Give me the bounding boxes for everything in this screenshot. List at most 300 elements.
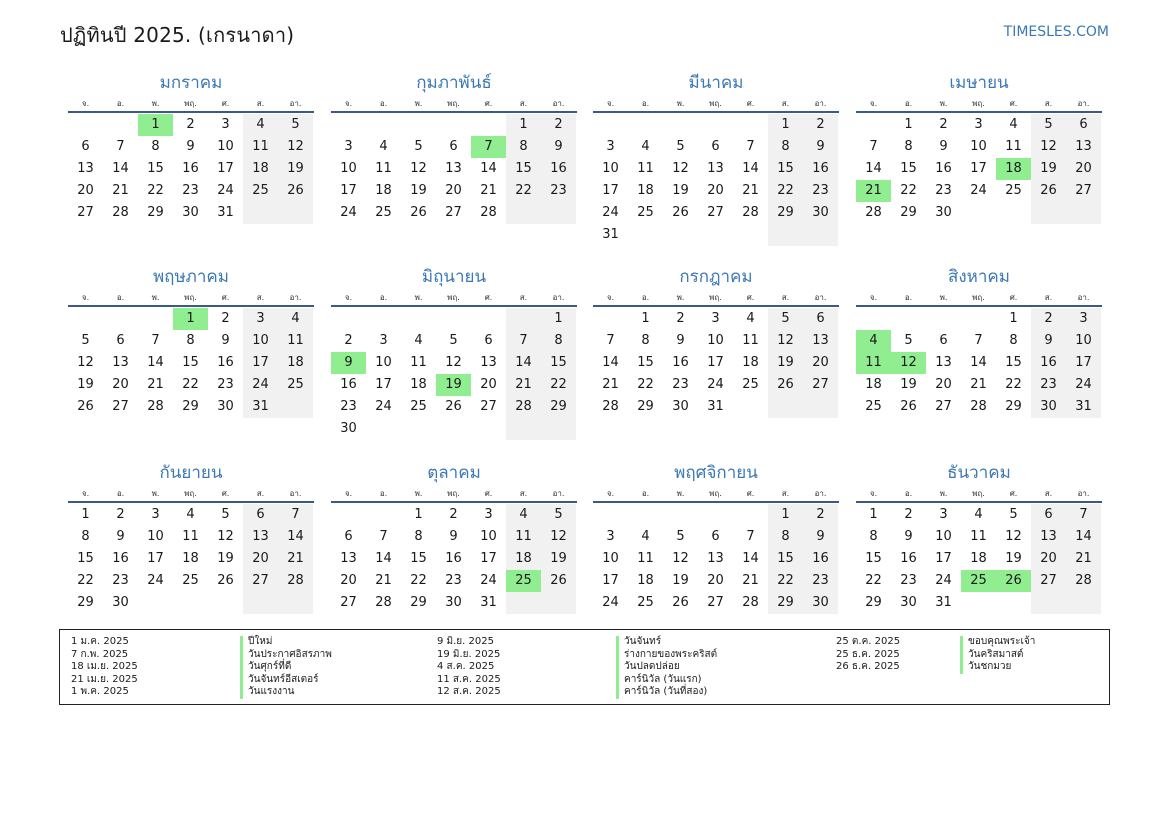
day-cell: 20 [243, 548, 278, 570]
day-cell: 12 [410, 161, 427, 176]
weekday-header [593, 97, 839, 111]
day-cell: 11 [742, 333, 759, 348]
day-cell: 19 [278, 158, 313, 180]
day-cell: 13 [1031, 526, 1066, 548]
day-cell: 17 [602, 573, 619, 588]
header-divider [68, 111, 314, 113]
weekday-label: อ. [379, 99, 388, 108]
month-name: กันยายน [159, 463, 223, 483]
day-cell: 29 [865, 595, 882, 610]
day-cell: 28 [742, 205, 759, 220]
day-cell: 1 [81, 507, 90, 522]
day-cell: 27 [1031, 570, 1066, 592]
weekday-label: จ. [81, 99, 90, 108]
header-divider [331, 501, 577, 503]
month-name: พฤศจิกายน [674, 463, 758, 483]
day-cell: 12 [445, 355, 462, 370]
day-cell: 23 [340, 399, 357, 414]
weekend-cell [541, 592, 576, 614]
weekday-label: ส. [256, 99, 265, 108]
day-cell: 1 [768, 114, 803, 136]
weekday-label: ส. [519, 293, 528, 302]
weekday-label: ศ. [221, 99, 230, 108]
day-cell: 20 [77, 183, 94, 198]
day-cell: 18 [410, 377, 427, 392]
weekend-cell [768, 396, 803, 418]
legend-holiday-name: วันศุกร์ที่ดี [240, 661, 332, 674]
weekday-label: ศ. [746, 489, 755, 498]
day-cell: 14 [506, 352, 541, 374]
day-cell: 5 [1031, 114, 1066, 136]
day-cell: 28 [278, 570, 313, 592]
weekday-label: ศ. [221, 489, 230, 498]
day-cell: 5 [221, 507, 230, 522]
day-cell: 21 [147, 377, 164, 392]
day-cell: 14 [1066, 526, 1101, 548]
legend-date: 11 ส.ค. 2025 [437, 673, 501, 685]
day-cell: 16 [803, 548, 838, 570]
weekday-label: อ. [116, 99, 125, 108]
day-cell: 24 [707, 377, 724, 392]
day-cell: 20 [707, 573, 724, 588]
day-cell: 1 [641, 311, 650, 326]
legend-date: 4 ส.ค. 2025 [437, 661, 495, 672]
day-cell: 2 [116, 507, 125, 522]
legend-holiday-name: คาร์นิวัล (วันแรก) [616, 674, 717, 687]
day-cell: 12 [278, 136, 313, 158]
day-cell: 26 [672, 595, 689, 610]
day-cell: 17 [243, 352, 278, 374]
day-cell: 2 [803, 114, 838, 136]
day-cell: 20 [1066, 158, 1101, 180]
day-cell: 8 [1009, 333, 1018, 348]
day-cell: 19 [900, 377, 917, 392]
day-cell: 1 [414, 507, 423, 522]
legend-name-column [240, 636, 332, 699]
day-cell: 25 [1005, 183, 1022, 198]
day-cell: 14 [742, 551, 759, 566]
holiday-day-cell: 25 [961, 570, 996, 592]
day-cell: 22 [768, 180, 803, 202]
day-cell: 23 [672, 377, 689, 392]
weekday-label: อา. [552, 489, 565, 498]
holiday-day-cell: 25 [506, 570, 541, 592]
day-cell: 22 [182, 377, 199, 392]
day-cell: 30 [803, 592, 838, 614]
day-cell: 27 [707, 205, 724, 220]
weekday-label: ส. [519, 99, 528, 108]
legend-date: 25 ต.ค. 2025 [836, 636, 901, 647]
day-cell: 9 [541, 136, 576, 158]
day-cell: 10 [707, 333, 724, 348]
day-cell: 3 [484, 507, 493, 522]
day-cell: 24 [935, 573, 952, 588]
day-cell: 2 [449, 507, 458, 522]
day-cell: 13 [935, 355, 952, 370]
weekday-label: ศ. [484, 489, 493, 498]
day-cell: 16 [672, 355, 689, 370]
weekend-cell [278, 592, 313, 614]
day-cell: 30 [900, 595, 917, 610]
day-cell: 19 [77, 377, 94, 392]
day-cell: 26 [672, 205, 689, 220]
day-cell: 21 [375, 573, 392, 588]
weekday-label: พ. [939, 99, 948, 108]
day-cell: 8 [81, 529, 90, 544]
day-cell: 13 [340, 551, 357, 566]
legend-holiday-name: วันปลดปล่อย [616, 661, 717, 674]
day-cell: 25 [243, 180, 278, 202]
day-cell: 13 [707, 161, 724, 176]
day-cell: 4 [1009, 117, 1018, 132]
day-cell: 10 [243, 330, 278, 352]
day-cell: 11 [637, 551, 654, 566]
day-cell: 6 [116, 333, 125, 348]
weekday-label: ส. [519, 489, 528, 498]
weekday-label: จ. [869, 99, 878, 108]
day-cell: 30 [182, 205, 199, 220]
header-divider [331, 305, 577, 307]
weekday-label: จ. [344, 489, 353, 498]
day-cell: 21 [1066, 548, 1101, 570]
legend-holiday-name: วันชกมวย [960, 661, 1035, 674]
day-cell: 10 [375, 355, 392, 370]
holiday-day-cell: 7 [471, 136, 506, 158]
legend-holiday-name: ปีใหม่ [240, 636, 332, 649]
day-cell: 26 [445, 399, 462, 414]
legend-name-column [960, 636, 1035, 674]
day-cell: 17 [602, 183, 619, 198]
holiday-day-cell: 18 [996, 158, 1031, 180]
day-cell: 4 [974, 507, 983, 522]
day-cell: 28 [506, 396, 541, 418]
day-cell: 27 [112, 399, 129, 414]
day-cell: 12 [768, 330, 803, 352]
day-cell: 26 [278, 180, 313, 202]
day-cell: 9 [449, 529, 458, 544]
day-cell: 7 [869, 139, 878, 154]
month-name: ตุลาคม [427, 463, 481, 483]
month-name: เมษายน [949, 73, 1009, 93]
day-cell: 15 [182, 355, 199, 370]
legend-holiday-name: วันจันทร์อีสเตอร์ [240, 674, 332, 687]
day-cell: 10 [147, 529, 164, 544]
weekday-label: อา. [814, 293, 827, 302]
day-cell: 27 [707, 595, 724, 610]
day-cell: 15 [147, 161, 164, 176]
day-cell: 16 [112, 551, 129, 566]
day-cell: 14 [278, 526, 313, 548]
day-cell: 7 [116, 139, 125, 154]
day-cell: 29 [900, 205, 917, 220]
day-cell: 29 [77, 595, 94, 610]
day-cell: 28 [742, 595, 759, 610]
day-cell: 11 [1005, 139, 1022, 154]
day-cell: 7 [506, 330, 541, 352]
day-cell: 18 [637, 573, 654, 588]
day-cell: 16 [217, 355, 234, 370]
day-cell: 12 [672, 161, 689, 176]
weekday-label: อ. [116, 293, 125, 302]
day-cell: 14 [602, 355, 619, 370]
day-cell: 21 [602, 377, 619, 392]
day-cell: 31 [707, 399, 724, 414]
header-divider [593, 111, 839, 113]
day-cell: 9 [803, 526, 838, 548]
day-cell: 27 [340, 595, 357, 610]
day-cell: 6 [1031, 504, 1066, 526]
day-cell: 2 [803, 504, 838, 526]
day-cell: 8 [541, 330, 576, 352]
weekday-label: อ. [904, 293, 913, 302]
day-cell: 18 [182, 551, 199, 566]
day-cell: 24 [340, 205, 357, 220]
weekend-cell [243, 592, 278, 614]
day-cell: 13 [445, 161, 462, 176]
day-cell: 30 [672, 399, 689, 414]
day-cell: 29 [768, 202, 803, 224]
day-cell: 28 [865, 205, 882, 220]
day-cell: 25 [637, 205, 654, 220]
day-cell: 22 [410, 573, 427, 588]
day-cell: 5 [414, 139, 423, 154]
weekday-label: ศ. [1009, 293, 1018, 302]
day-cell: 9 [904, 529, 913, 544]
day-cell: 30 [217, 399, 234, 414]
day-cell: 16 [1031, 352, 1066, 374]
day-cell: 10 [217, 139, 234, 154]
weekend-cell [278, 202, 313, 224]
weekday-label: พฤ. [972, 293, 985, 302]
weekday-label: จ. [344, 99, 353, 108]
day-cell: 16 [803, 158, 838, 180]
weekday-label: จ. [869, 293, 878, 302]
day-cell: 6 [711, 529, 720, 544]
day-cell: 5 [1009, 507, 1018, 522]
legend-name-column [616, 636, 717, 699]
day-cell: 8 [904, 139, 913, 154]
weekday-label: ส. [1044, 293, 1053, 302]
day-cell: 14 [742, 161, 759, 176]
day-cell: 27 [935, 399, 952, 414]
day-cell: 2 [221, 311, 230, 326]
day-cell: 21 [480, 183, 497, 198]
day-cell: 15 [410, 551, 427, 566]
day-cell: 9 [186, 139, 195, 154]
day-cell: 3 [1066, 308, 1101, 330]
day-cell: 10 [970, 139, 987, 154]
weekday-label: ส. [781, 489, 790, 498]
day-cell: 15 [637, 355, 654, 370]
weekday-header [331, 487, 577, 501]
day-cell: 6 [449, 139, 458, 154]
day-cell: 18 [506, 548, 541, 570]
holiday-legend [59, 629, 1110, 705]
day-cell: 3 [379, 333, 388, 348]
day-cell: 3 [221, 117, 230, 132]
day-cell: 7 [379, 529, 388, 544]
day-cell: 29 [410, 595, 427, 610]
day-cell: 25 [182, 573, 199, 588]
weekday-label: ส. [1044, 489, 1053, 498]
day-cell: 26 [900, 399, 917, 414]
day-cell: 5 [81, 333, 90, 348]
day-cell: 4 [506, 504, 541, 526]
day-cell: 17 [935, 551, 952, 566]
day-cell: 22 [1005, 377, 1022, 392]
weekday-label: ศ. [746, 293, 755, 302]
weekday-label: พฤ. [184, 293, 197, 302]
weekend-cell [541, 202, 576, 224]
day-cell: 30 [112, 595, 129, 610]
weekday-label: ส. [256, 489, 265, 498]
month-name: พฤษภาคม [152, 267, 230, 287]
day-cell: 24 [375, 399, 392, 414]
holiday-day-cell: 21 [856, 180, 891, 202]
holiday-day-cell: 4 [856, 330, 891, 352]
weekday-label: พ. [676, 489, 685, 498]
day-cell: 15 [1005, 355, 1022, 370]
day-cell: 4 [641, 139, 650, 154]
day-cell: 2 [344, 333, 353, 348]
day-cell: 17 [1066, 352, 1101, 374]
holiday-day-cell: 11 [856, 352, 891, 374]
day-cell: 24 [602, 205, 619, 220]
day-cell: 20 [112, 377, 129, 392]
day-cell: 24 [1066, 374, 1101, 396]
day-cell: 28 [112, 205, 129, 220]
day-cell: 20 [1031, 548, 1066, 570]
day-cell: 21 [112, 183, 129, 198]
weekday-label: พ. [676, 293, 685, 302]
weekday-label: จ. [344, 293, 353, 302]
day-cell: 27 [445, 205, 462, 220]
weekday-label: ศ. [221, 293, 230, 302]
day-cell: 12 [672, 551, 689, 566]
day-cell: 22 [77, 573, 94, 588]
day-cell: 24 [480, 573, 497, 588]
day-cell: 19 [1031, 158, 1066, 180]
day-cell: 18 [278, 352, 313, 374]
weekend-cell [1031, 202, 1066, 224]
day-cell: 17 [480, 551, 497, 566]
day-cell: 27 [77, 205, 94, 220]
day-cell: 11 [637, 161, 654, 176]
day-cell: 17 [375, 377, 392, 392]
weekday-header [331, 97, 577, 111]
day-cell: 12 [1031, 136, 1066, 158]
weekend-cell [1066, 592, 1101, 614]
weekday-header [856, 291, 1102, 305]
weekend-cell [278, 396, 313, 418]
day-cell: 23 [182, 183, 199, 198]
day-cell: 16 [900, 551, 917, 566]
brand-link[interactable]: TIMESLES.COM [1003, 24, 1109, 40]
day-cell: 8 [414, 529, 423, 544]
header-divider [593, 305, 839, 307]
day-cell: 1 [1009, 311, 1018, 326]
day-cell: 9 [939, 139, 948, 154]
day-cell: 30 [340, 421, 357, 436]
weekday-label: ศ. [1009, 489, 1018, 498]
legend-holiday-name: ร่างกายของพระคริสต์ [616, 649, 717, 662]
day-cell: 14 [147, 355, 164, 370]
weekend-cell [506, 308, 541, 330]
header-divider [68, 501, 314, 503]
legend-date: 9 มิ.ย. 2025 [437, 636, 494, 647]
day-cell: 20 [480, 377, 497, 392]
day-cell: 1 [506, 114, 541, 136]
day-cell: 23 [541, 180, 576, 202]
weekday-label: ศ. [746, 99, 755, 108]
day-cell: 20 [803, 352, 838, 374]
day-cell: 4 [278, 308, 313, 330]
day-cell: 28 [480, 205, 497, 220]
day-cell: 17 [147, 551, 164, 566]
weekday-label: พฤ. [972, 99, 985, 108]
day-cell: 14 [480, 161, 497, 176]
day-cell: 19 [217, 551, 234, 566]
legend-holiday-name: คาร์นิวัล (วันที่สอง) [616, 686, 717, 699]
weekday-label: อา. [1077, 489, 1090, 498]
day-cell: 3 [151, 507, 160, 522]
day-cell: 13 [112, 355, 129, 370]
weekday-label: พ. [939, 293, 948, 302]
day-cell: 9 [676, 333, 685, 348]
day-cell: 27 [1066, 180, 1101, 202]
legend-date-column [71, 636, 138, 699]
day-cell: 1 [541, 308, 576, 330]
weekday-label: อา. [1077, 293, 1090, 302]
day-cell: 13 [243, 526, 278, 548]
day-cell: 23 [112, 573, 129, 588]
day-cell: 23 [803, 570, 838, 592]
day-cell: 11 [506, 526, 541, 548]
day-cell: 13 [803, 330, 838, 352]
month-name: กุมภาพันธ์ [416, 73, 492, 93]
weekday-label: จ. [606, 489, 615, 498]
day-cell: 18 [742, 355, 759, 370]
day-cell: 4 [641, 529, 650, 544]
day-cell: 18 [637, 183, 654, 198]
weekend-cell [1066, 202, 1101, 224]
day-cell: 18 [865, 377, 882, 392]
day-cell: 7 [746, 139, 755, 154]
weekday-header [68, 487, 314, 501]
day-cell: 5 [541, 504, 576, 526]
day-cell: 8 [186, 333, 195, 348]
day-cell: 1 [768, 504, 803, 526]
day-cell: 29 [147, 205, 164, 220]
holiday-day-cell: 19 [436, 374, 471, 396]
day-cell: 15 [541, 352, 576, 374]
day-cell: 4 [414, 333, 423, 348]
day-cell: 24 [602, 595, 619, 610]
day-cell: 22 [147, 183, 164, 198]
day-cell: 5 [676, 139, 685, 154]
day-cell: 16 [182, 161, 199, 176]
weekday-label: พ. [414, 489, 423, 498]
day-cell: 10 [340, 161, 357, 176]
weekend-cell [506, 418, 541, 440]
legend-date: 12 ส.ค. 2025 [437, 686, 501, 697]
day-cell: 17 [340, 183, 357, 198]
day-cell: 31 [480, 595, 497, 610]
day-cell: 4 [243, 114, 278, 136]
legend-date: 19 มิ.ย. 2025 [437, 648, 501, 660]
weekday-label: พฤ. [709, 99, 722, 108]
weekday-label: อ. [641, 293, 650, 302]
